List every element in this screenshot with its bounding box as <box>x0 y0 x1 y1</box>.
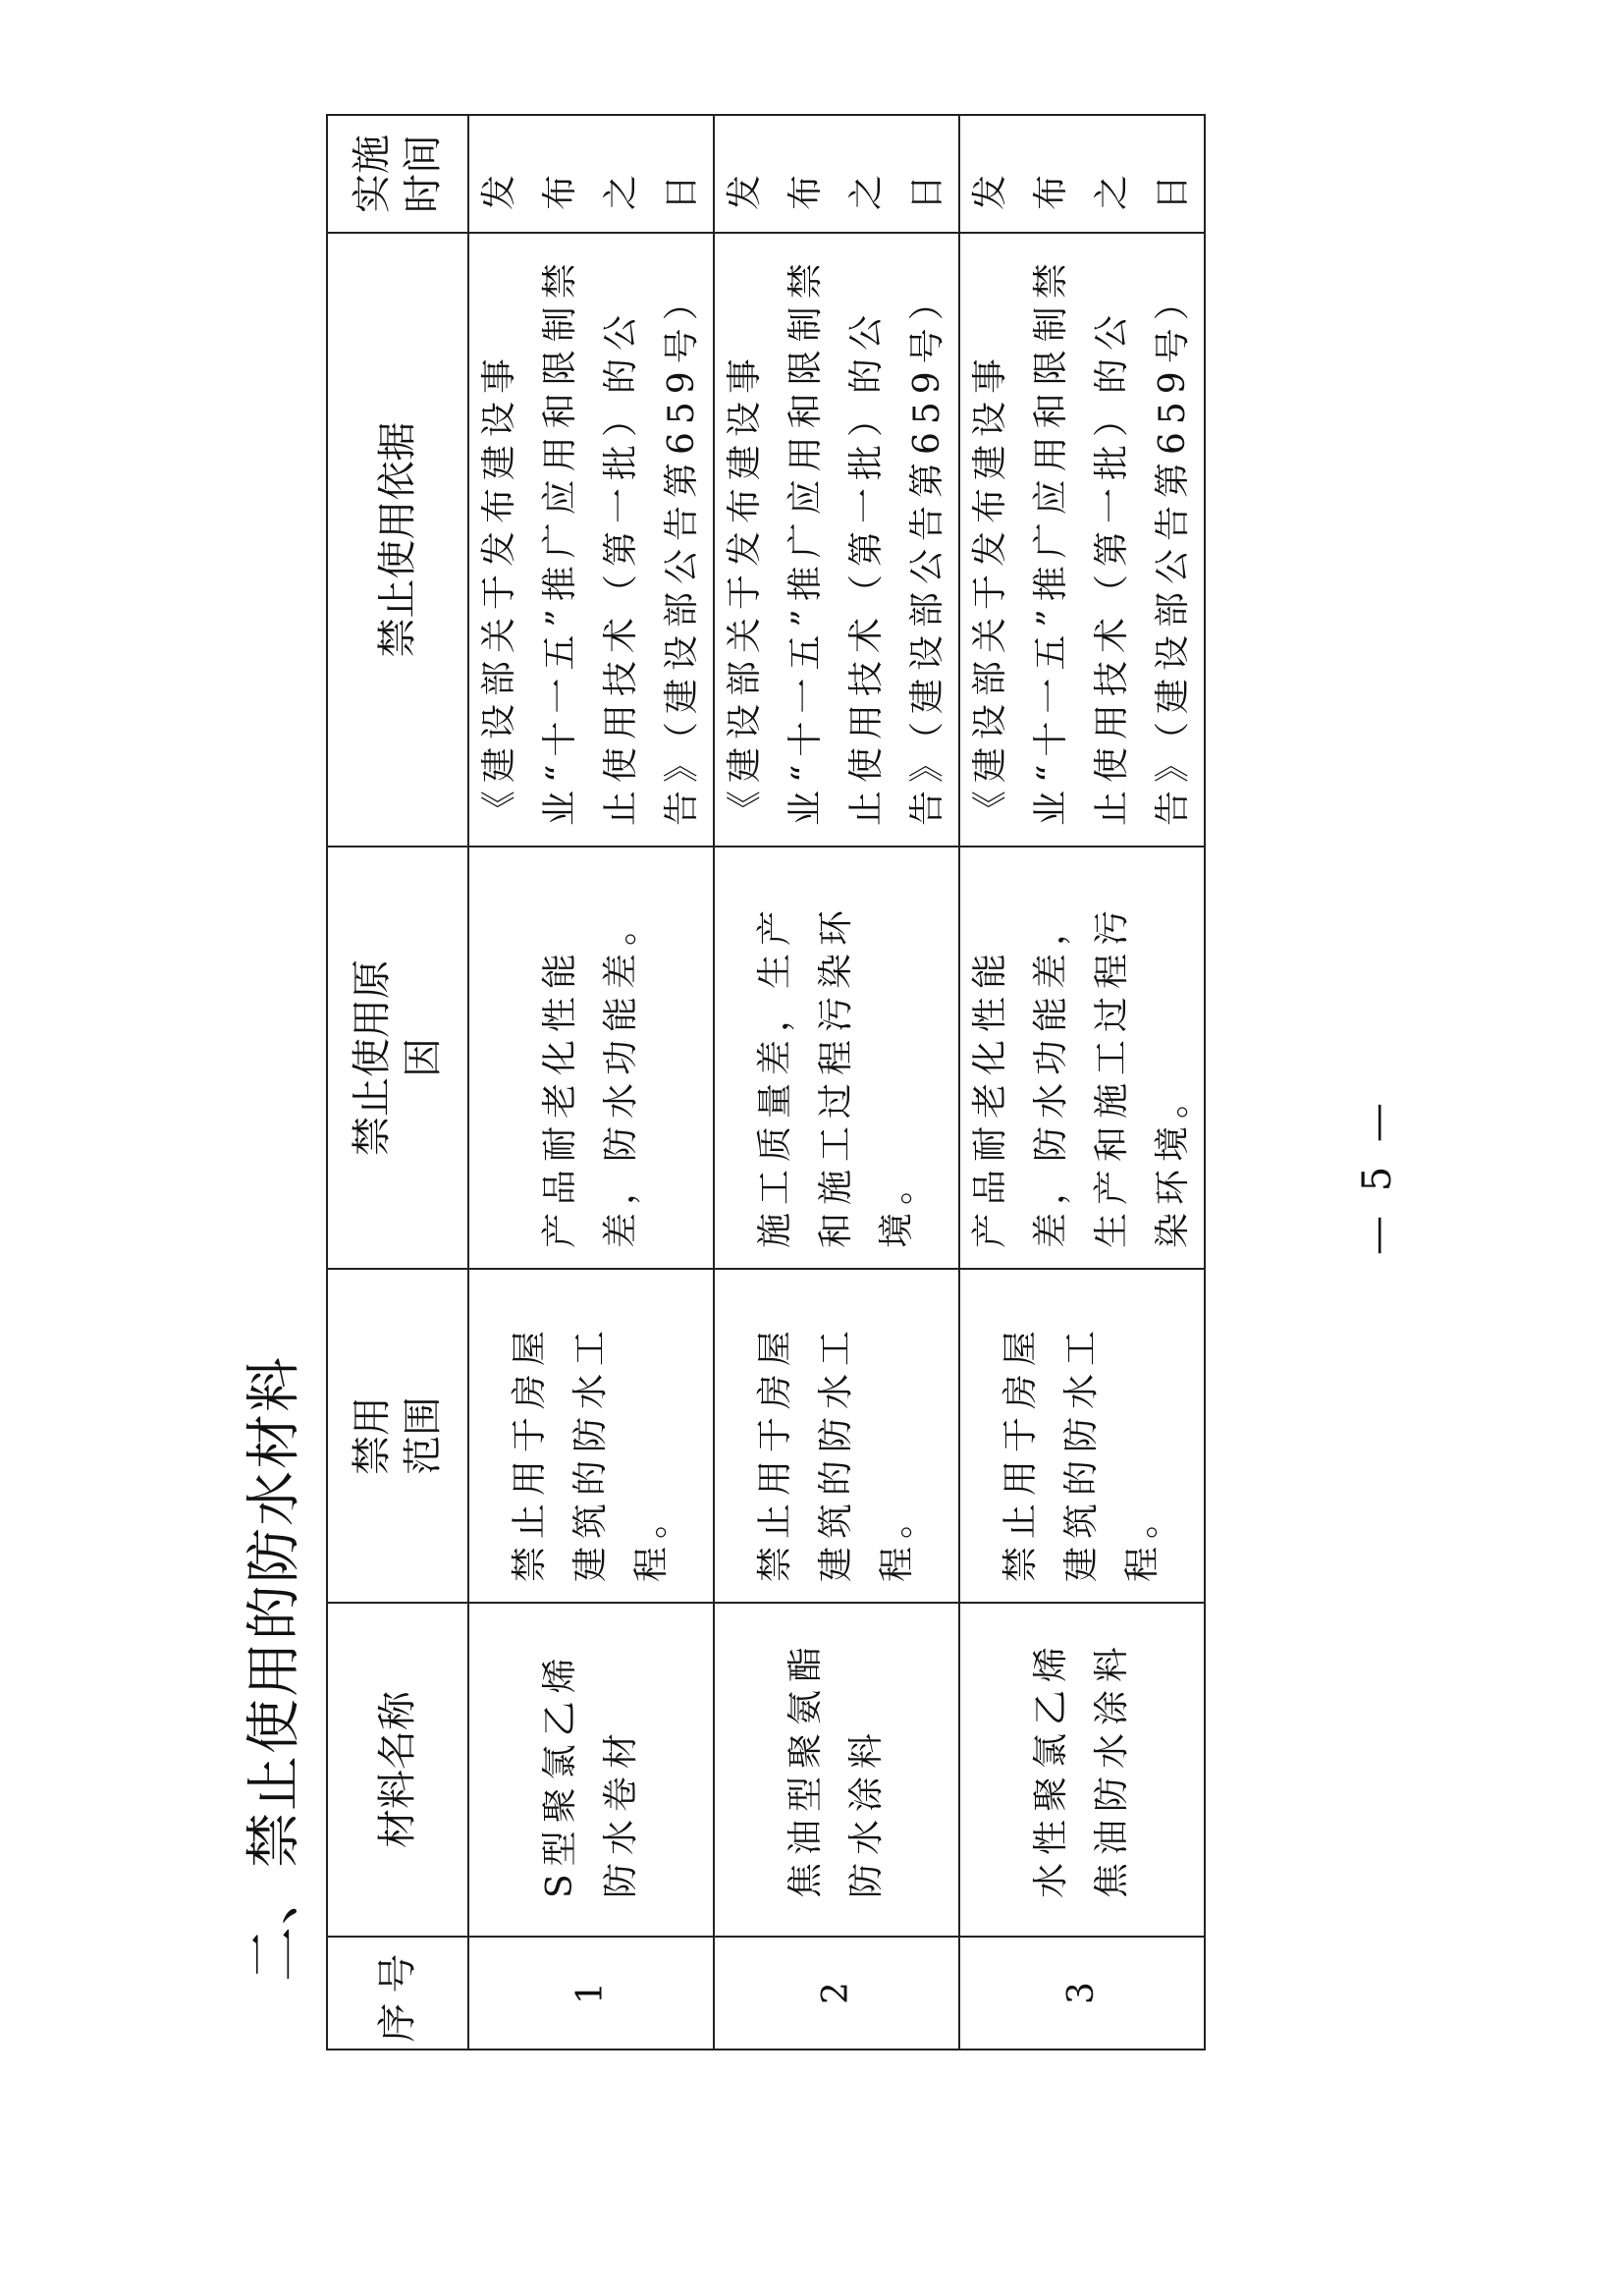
row-reason: 产品耐老化性能差，防水功能差。 <box>468 847 714 1269</box>
header-reason: 禁止使用原因 <box>327 847 468 1269</box>
row-reason: 产品耐老化性能差，防水功能差，生产和施工过程污染环境。 <box>959 847 1205 1269</box>
row-scope: 禁止用于房屋建筑的防水工程。 <box>468 1269 714 1603</box>
row-basis: 《建设部关于发布建设事业“十一五”推广应用和限制禁止使用技术（第一批）的公告》（建设部公告第659号） <box>468 233 714 847</box>
row-seq: 1 <box>468 1937 714 2050</box>
header-seq: 序号 <box>327 1937 468 2050</box>
header-date: 实施时间 <box>327 115 468 233</box>
row-date: 发布之日 <box>468 115 714 233</box>
row-basis: 《建设部关于发布建设事业“十一五”推广应用和限制禁止使用技术（第一批）的公告》（建设部公告第659号） <box>714 233 959 847</box>
row-scope: 禁止用于房屋建筑的防水工程。 <box>714 1269 959 1603</box>
row-date: 发布之日 <box>959 115 1205 233</box>
row-date: 发布之日 <box>714 115 959 233</box>
row-scope: 禁止用于房屋建筑的防水工程。 <box>959 1269 1205 1603</box>
table-row <box>959 115 1205 2050</box>
row-name: 焦油型聚氨酯防水涂料 <box>714 1603 959 1937</box>
section-title: 二、禁止使用的防水材料 <box>243 1355 306 1982</box>
table-header-row <box>327 115 468 2050</box>
table-row <box>468 115 714 2050</box>
header-name: 材料名称 <box>327 1603 468 1937</box>
row-name: 水性聚氯乙烯焦油防水涂料 <box>959 1603 1205 1937</box>
row-seq: 2 <box>714 1937 959 2050</box>
header-basis: 禁止使用依据 <box>327 233 468 847</box>
row-reason: 施工质量差，生产和施工过程污染环境。 <box>714 847 959 1269</box>
table-row <box>714 115 959 2050</box>
row-seq: 3 <box>959 1937 1205 2050</box>
row-basis: 《建设部关于发布建设事业“十一五”推广应用和限制禁止使用技术（第一批）的公告》（建设部公告第659号） <box>959 233 1205 847</box>
page-number: — 5 — <box>1355 1097 1400 1255</box>
row-name: S型聚氯乙烯防水卷材 <box>468 1603 714 1937</box>
banned-materials-table <box>326 114 1206 2050</box>
header-scope: 禁用范围 <box>327 1269 468 1603</box>
